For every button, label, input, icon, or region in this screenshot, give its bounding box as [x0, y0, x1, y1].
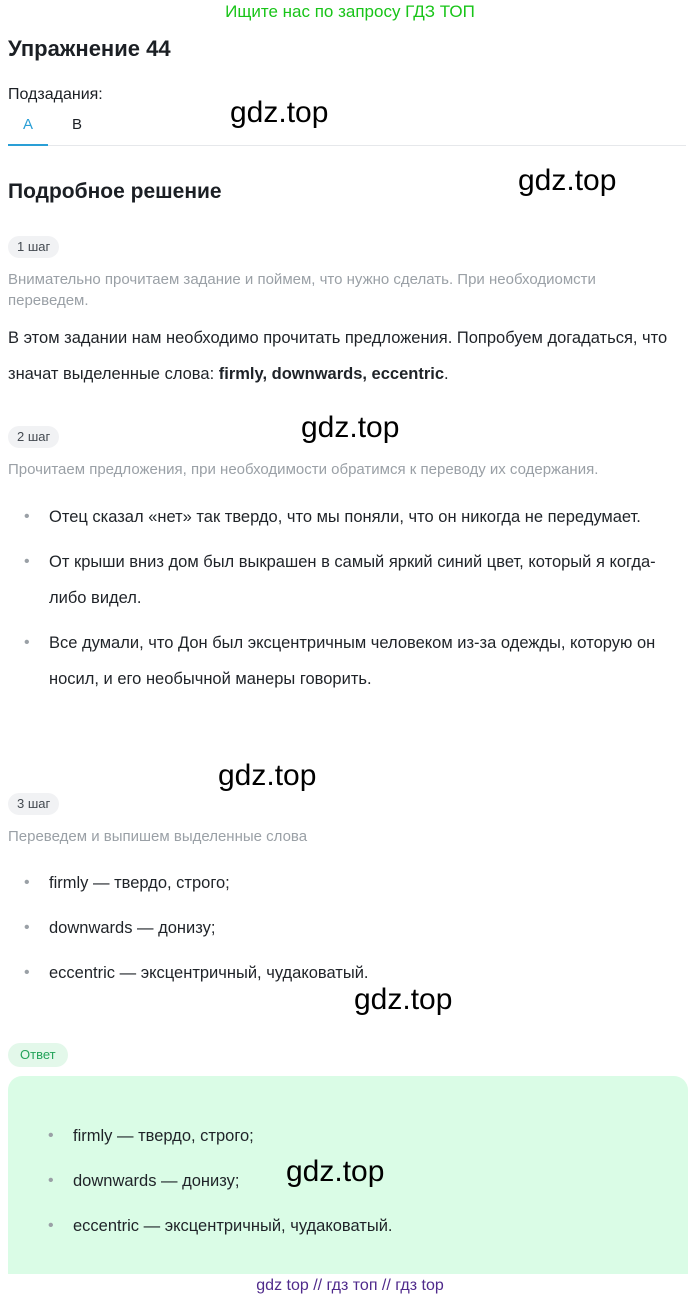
bullet-icon: •	[48, 1217, 54, 1234]
list-item	[8, 544, 678, 616]
step-1-text-end: .	[444, 365, 449, 383]
highlighted-words: firmly, downwards, eccentric	[218, 365, 445, 383]
list-item	[8, 499, 678, 535]
list-item-text: Отец сказал «нет» так твердо, что мы поняли, что он никогда не передумает.	[49, 508, 641, 526]
list-item	[8, 625, 678, 697]
list-item-text: firmly — твердо, строго;	[49, 874, 230, 892]
list-item-text: eccentric — эксцентричный, чудаковатый.	[73, 1217, 393, 1235]
top-banner: Ищите нас по запросу ГДЗ ТОП	[225, 2, 475, 21]
section-title: Подробное решение	[8, 180, 222, 203]
bullet-icon: •	[24, 919, 30, 936]
step-2-sentence-list	[8, 499, 678, 706]
answer-badge: Ответ	[8, 1043, 68, 1067]
page-title: Упражнение 44	[8, 36, 171, 61]
list-item	[8, 865, 678, 901]
step-2-hint: Прочитаем предложения, при необходимости обратимся к переводу их содержания.	[8, 461, 599, 478]
list-item	[8, 910, 678, 946]
bullet-icon: •	[24, 874, 30, 891]
list-item-text: От крыши вниз дом был выкрашен в самый яркий синий цвет, который я когда-либо видел.	[49, 553, 656, 607]
subtask-tabs	[8, 108, 686, 146]
bullet-icon: •	[24, 508, 30, 525]
watermark: gdz.top	[354, 983, 453, 1016]
watermark: gdz.top	[286, 1155, 385, 1188]
step-2-badge: 2 шаг	[8, 426, 59, 448]
step-3-badge: 3 шаг	[8, 793, 59, 815]
watermark: gdz.top	[518, 164, 617, 197]
list-item-text: firmly — твердо, строго;	[73, 1127, 254, 1145]
step-1-text-plain: В этом задании нам необходимо прочитать предложения. Попробуем догадаться, что значат выделенные слова:	[8, 329, 668, 383]
list-item	[32, 1118, 672, 1154]
step-1-hint: Внимательно прочитаем задание и поймем, что нужно сделать. При необходиомсти переведем.	[8, 271, 596, 309]
tab-a[interactable]: A	[8, 108, 48, 146]
watermark: gdz.top	[230, 96, 329, 129]
step-1-text	[8, 320, 678, 392]
list-item-text: Все думали, что Дон был эксцентричным человеком из-за одежды, которую он носил, и его необычной манеры говорить.	[49, 634, 656, 688]
bullet-icon: •	[48, 1172, 54, 1189]
watermark: gdz.top	[301, 411, 400, 444]
list-item-text: eccentric — эксцентричный, чудаковатый.	[49, 964, 369, 982]
list-item-text: downwards — донизу;	[73, 1172, 240, 1190]
bullet-icon: •	[24, 634, 30, 651]
bullet-icon: •	[24, 964, 30, 981]
step-3-word-list	[8, 865, 678, 1000]
step-3-hint: Переведем и выпишем выделенные слова	[8, 828, 308, 845]
list-item	[32, 1208, 672, 1244]
footer-links: gdz top // гдз топ // гдз top	[256, 1277, 444, 1294]
watermark: gdz.top	[218, 759, 317, 792]
list-item-text: downwards — донизу;	[49, 919, 216, 937]
step-1-badge: 1 шаг	[8, 236, 59, 258]
subtasks-label: Подзадания:	[8, 86, 103, 103]
list-item	[8, 955, 678, 991]
tab-b[interactable]: B	[71, 116, 82, 133]
bullet-icon: •	[48, 1127, 54, 1144]
bullet-icon: •	[24, 553, 30, 570]
